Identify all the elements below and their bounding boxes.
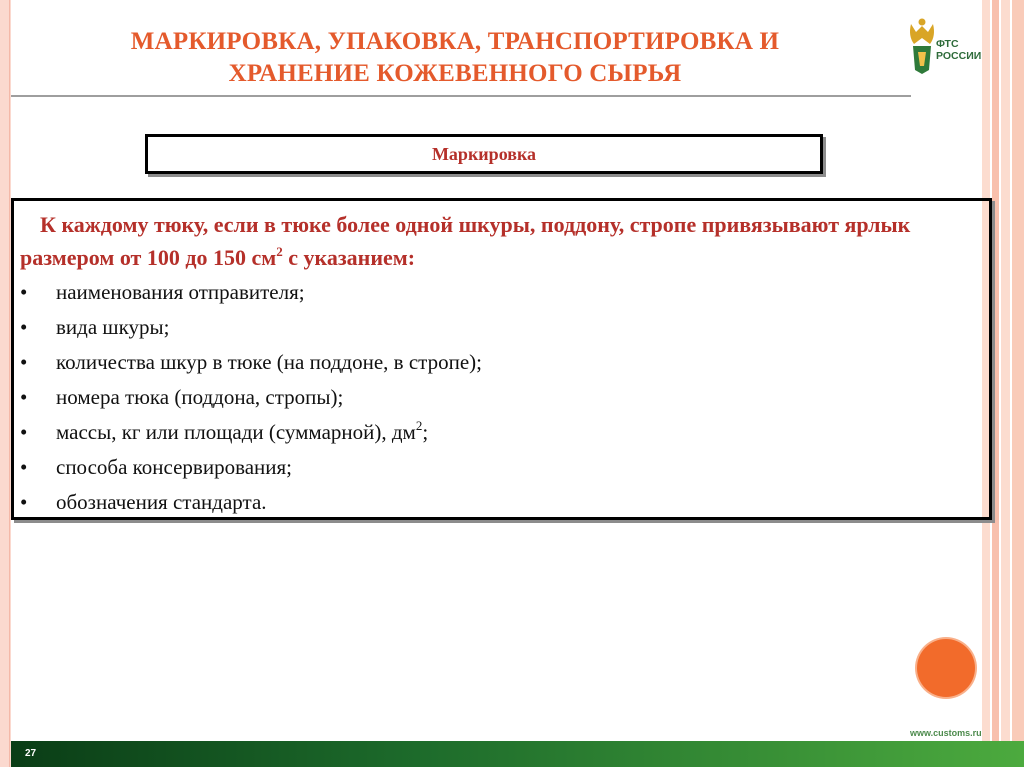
bullet-icon: • — [20, 455, 28, 479]
logo-text — [936, 38, 981, 62]
fts-logo — [908, 12, 1008, 80]
superscript: 2 — [276, 244, 283, 259]
content-box — [11, 198, 992, 520]
list-item-text: обозначения стандарта. — [56, 490, 267, 514]
page-number: 27 — [25, 748, 37, 759]
list-item-text: массы, кг или площади (суммарной), дм — [56, 420, 416, 444]
title-line-2: ХРАНЕНИЕ КОЖЕВЕННОГО СЫРЬЯ — [228, 60, 682, 87]
bullet-list — [20, 275, 482, 520]
title-divider — [11, 95, 911, 97]
website-url: www.customs.ru — [910, 728, 982, 738]
bullet-icon: • — [20, 350, 28, 374]
list-item — [20, 415, 482, 450]
list-item — [20, 275, 482, 310]
intro-paragraph — [20, 208, 975, 274]
right-stripe — [1012, 0, 1024, 767]
superscript: 2 — [415, 418, 423, 433]
footer-bar — [11, 741, 1024, 767]
logo-line-2: РОССИИ — [936, 50, 982, 62]
list-item — [20, 345, 482, 380]
bullet-icon: • — [20, 280, 28, 304]
bullet-icon: • — [20, 315, 28, 339]
list-item-text: способа консервирования; — [56, 455, 293, 479]
list-item — [20, 310, 482, 345]
bullet-icon: • — [20, 490, 28, 514]
fts-emblem-icon — [908, 16, 936, 76]
list-item-text-end: ; — [422, 420, 429, 444]
intro-text: К каждому тюку, если в тюке более одной шкуры, поддону, стропе привязывают ярлык размером от 100 до 150 см — [20, 212, 911, 270]
slide-title — [30, 26, 880, 90]
bullet-icon: • — [20, 385, 28, 409]
right-stripe — [1001, 0, 1010, 767]
section-heading: Маркировка — [145, 134, 823, 174]
logo-line-1: ФТС — [936, 38, 959, 50]
bullet-icon: • — [20, 420, 28, 444]
intro-text-end: с указанием: — [282, 245, 416, 270]
list-item — [20, 380, 482, 415]
list-item-text: наименования отправителя; — [56, 280, 305, 304]
left-border-strip — [0, 0, 11, 767]
list-item-text: вида шкуры; — [56, 315, 170, 339]
decorative-circle — [917, 639, 975, 697]
list-item-text: номера тюка (поддона, стропы); — [56, 385, 344, 409]
list-item — [20, 450, 482, 485]
title-line-1: МАРКИРОВКА, УПАКОВКА, ТРАНСПОРТИРОВКА И — [130, 28, 780, 55]
right-stripe — [992, 0, 999, 767]
list-item — [20, 485, 482, 520]
list-item-text: количества шкур в тюке (на поддоне, в стропе); — [56, 350, 482, 374]
